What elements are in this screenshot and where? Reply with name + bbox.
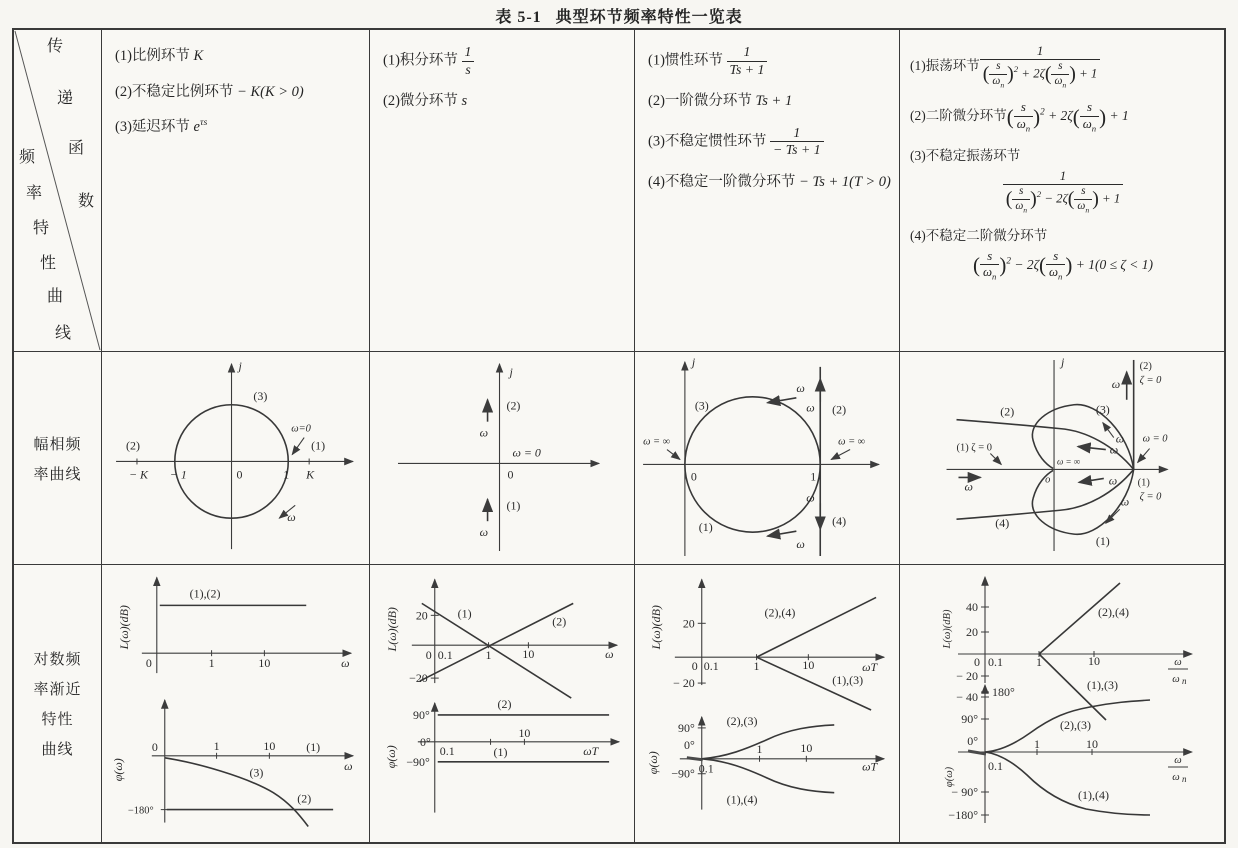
transfer-function-formula: 1 ( $\frac{s}{\omega_n}$ ) $^2$ − 2ζ ( $\frac{s}{\omega_n}$ ) + 1 (910, 169, 1216, 214)
label-omega: ω (1120, 494, 1130, 509)
tick: 20 (966, 625, 978, 639)
row-label-bode: 对数频 率渐近 特性 曲线 (14, 565, 102, 842)
label-omega: ω (796, 380, 805, 395)
tick: 1 (756, 741, 763, 756)
tf-cell-inertia (635, 30, 900, 352)
x-axis-label-num: ω (1174, 657, 1182, 668)
transfer-function-label: (2)一阶微分环节 (648, 93, 756, 110)
corner-char: 数 (78, 193, 95, 210)
phase-axis-label: φ(ω) (645, 751, 660, 775)
curve-label: (2),(4) (1098, 605, 1129, 619)
tick: 0.1 (988, 759, 1003, 773)
tick: 0 (425, 648, 432, 663)
tick: 0° (420, 734, 431, 749)
tick: 0° (684, 737, 695, 752)
transfer-function-label: (3)延迟环节 (115, 119, 194, 136)
transfer-function-item (910, 145, 1216, 214)
nyquist-plot-proportional (102, 352, 369, 564)
curve-label: (2) (297, 791, 312, 806)
tick: 10 (802, 658, 815, 673)
x-axis-label: ωT (583, 743, 599, 758)
label-omega: ω (287, 510, 296, 525)
label-omega-0: ω=0 (291, 423, 311, 435)
nyquist-integral-cell (370, 352, 635, 565)
curve-label-4: (4) (995, 516, 1010, 531)
tick: −90° (406, 754, 430, 769)
tick: −180° (948, 808, 978, 822)
curve-label: (1) (306, 739, 321, 754)
transfer-function-item (383, 44, 626, 78)
magnitude-curve-2 (420, 603, 573, 681)
curve-label-3: (3) (694, 398, 709, 413)
tick: 10 (263, 738, 276, 753)
tick: 10 (518, 725, 531, 740)
tick: 0 (691, 659, 698, 674)
curve-label-1: (1) (1095, 534, 1110, 549)
tick: 1 (213, 738, 220, 753)
tick-1: 1 (810, 469, 817, 484)
bode-oscillation-cell (900, 565, 1224, 842)
magnitude-axis-label: L(ω)(dB) (942, 609, 953, 649)
transfer-function-item (648, 89, 891, 114)
curve-label-2: (2) (126, 438, 140, 453)
transfer-function-formula: ( $\frac{s}{\omega_n}$ ) $^2$ + 2ζ ( $\frac{s}{\omega_n}$ ) + 1 (1006, 100, 1129, 134)
label-j: j (238, 358, 242, 373)
label-omega: ω (479, 425, 489, 440)
bode-inertia-cell (635, 565, 900, 842)
omega0-arrow (292, 438, 304, 455)
transfer-function-formula: $\frac{1}{Ts + 1}$ (727, 52, 768, 68)
curve-label-1: (1) (506, 498, 521, 513)
label-origin: o (1045, 474, 1051, 486)
label-omega: ω (1115, 431, 1125, 446)
bode-proportional-cell (102, 565, 370, 842)
label-omega: ω (1111, 376, 1121, 391)
label-zeta-0: ζ = 0 (1139, 374, 1162, 386)
transfer-function-item (910, 44, 1216, 89)
tick: 10 (258, 656, 271, 671)
x-axis-label: ω (344, 758, 353, 773)
tick: −20 (409, 671, 428, 686)
transfer-function-label: (2)不稳定比例环节 (115, 83, 238, 100)
transfer-function-item (383, 89, 626, 114)
curve-label: (3) (249, 765, 264, 780)
tick: 0 (145, 656, 152, 671)
phase-curve (165, 758, 308, 827)
tick: 1 (1036, 655, 1042, 669)
label-omega: ω (806, 490, 815, 505)
corner-char: 递 (57, 90, 74, 107)
transfer-function-item (910, 225, 1216, 282)
transfer-function-label: (3)不稳定惯性环节 (648, 133, 771, 150)
curve-label: (2),(3) (726, 713, 758, 728)
transfer-function-item (648, 170, 891, 195)
table-title-text: 典型环节频率特性一览表 (555, 9, 743, 26)
tick: 1 (1034, 737, 1040, 751)
curve-label-4: (4) (832, 514, 847, 529)
transfer-function-formula: − K(K > 0) (237, 83, 304, 100)
tick-negK: − K (129, 467, 149, 482)
curve-label-2: (2) (1000, 404, 1015, 419)
corner-header-cell (14, 30, 102, 352)
curve-label-2: (2) (1139, 360, 1152, 372)
summary-table (12, 28, 1226, 844)
tick: 0.1 (988, 655, 1003, 669)
nyquist-plot-inertia (635, 352, 899, 564)
phase-axis-label: φ(ω) (944, 766, 955, 788)
x-axis-label: ω (341, 656, 350, 671)
tick: 180° (992, 685, 1015, 699)
tf-cell-proportional (102, 30, 370, 352)
transfer-function-item (115, 80, 361, 105)
x-axis-label-num: ω (1174, 755, 1182, 766)
label-omega-inf: ω = ∞ (643, 436, 671, 448)
tick: 10 (1086, 737, 1098, 751)
corner-char: 传 (47, 38, 64, 55)
tick: 40 (966, 600, 978, 614)
curve-overlap-mark (687, 758, 703, 760)
curve-label: (1) (457, 606, 472, 621)
transfer-function-label: (1)振荡环节 (910, 57, 980, 73)
label-omega-0: ω = 0 (512, 445, 541, 460)
x-axis-label-sub: n (1182, 676, 1187, 686)
tick-1: 1 (283, 467, 290, 482)
tick: 0° (967, 734, 978, 748)
label-omega: ω (1109, 442, 1119, 457)
tick: 20 (415, 608, 428, 623)
tick: 90° (961, 712, 978, 726)
table-title (0, 4, 1238, 27)
curve-label: (1),(3) (832, 673, 864, 688)
transfer-function-formula: 1 ( $\frac{s}{\omega_n}$ ) $^2$ + 2ζ ( $\frac{s}{\omega_n}$ ) + 1 (980, 58, 1101, 73)
tick: 10 (522, 647, 535, 662)
bode-plot-integral (370, 565, 634, 842)
tick: 0 (974, 655, 980, 669)
tick: 90° (413, 707, 430, 722)
label-omega-0: ω = 0 (1142, 433, 1168, 445)
nyquist-oscillation-cell (900, 352, 1224, 565)
tick: 1 (485, 648, 492, 663)
transfer-function-formula: − Ts + 1(T > 0) (799, 173, 891, 190)
phase-curve-down (985, 752, 1150, 815)
curve-label-1: (1) (1137, 477, 1150, 489)
curve-label-1: (1) (311, 438, 326, 453)
x-axis-label: ωT (862, 660, 878, 675)
curve-label: (2),(4) (764, 605, 796, 620)
transfer-function-formula: $\frac{1}{- Ts + 1}$ (770, 133, 824, 149)
label-omega: ω (964, 479, 973, 494)
curve-label: (1),(4) (726, 792, 758, 807)
tick: − 90° (951, 785, 978, 799)
curve-label: (1) (493, 744, 508, 759)
x-axis-label-sub: n (1182, 774, 1187, 784)
label-omega-inf: ω = ∞ (1057, 456, 1081, 467)
label-j: j (691, 354, 696, 369)
nyquist-inertia-cell (635, 352, 900, 565)
tick: 10 (800, 740, 813, 755)
curve-label-3: (3) (253, 388, 268, 403)
curve-label-3: (3) (1095, 402, 1110, 417)
x-axis-label-den: ω (1172, 674, 1180, 685)
curve-label-2: (2) (832, 402, 847, 417)
tick: 0 (151, 739, 158, 754)
tick: 90° (678, 720, 695, 735)
transfer-function-item (648, 44, 891, 78)
x-axis-label: ω (605, 647, 614, 662)
corner-char: 线 (55, 325, 72, 342)
tick: 0.1 (703, 659, 719, 674)
table-number: 表 5-1 (495, 9, 542, 26)
tick-neg1: − 1 (169, 467, 187, 482)
corner-char: 函 (68, 140, 85, 157)
curve-label: (2) (497, 696, 512, 711)
bode-integral-cell (370, 565, 635, 842)
x-axis-label: ωT (862, 759, 878, 774)
label-zeta-0: ζ = 0 (1139, 491, 1162, 503)
tick: 0.1 (437, 648, 453, 663)
transfer-function-item (648, 125, 891, 159)
tf-cell-integral (370, 30, 635, 352)
tick-K: K (306, 467, 315, 482)
tick: 0.1 (698, 761, 714, 776)
label-j: j (509, 364, 513, 379)
curve-label-2: (2) (506, 398, 521, 413)
label-omega: ω (479, 525, 489, 540)
bode-plot-proportional (102, 565, 369, 842)
transfer-function-label: (3)不稳定振荡环节 (910, 147, 1021, 163)
corner-char: 率 (26, 185, 43, 202)
transfer-function-formula: Ts + 1 (755, 93, 793, 110)
curve-label: (1),(2) (189, 586, 221, 601)
tick: − 20 (673, 676, 695, 691)
corner-char: 频 (19, 149, 36, 166)
bode-plot-inertia (635, 565, 899, 842)
transfer-function-label: (4)不稳定一阶微分环节 (648, 173, 800, 190)
tick: 1 (208, 656, 215, 671)
transfer-function-formula: K (193, 48, 204, 64)
tick-0: 0 (507, 467, 514, 482)
nyquist-plot-integral (370, 352, 634, 564)
phase-curve-down (702, 759, 834, 793)
tick: 20 (682, 616, 695, 631)
corner-char: 特 (33, 220, 50, 237)
transfer-function-label: (2)二阶微分环节 (910, 108, 1007, 124)
transfer-function-item (115, 115, 361, 140)
label-omega: ω (806, 400, 815, 415)
tick: − 20 (956, 669, 978, 683)
phase-curve-up (702, 725, 834, 759)
transfer-function-formula: $e^{\tau s}$ (193, 117, 208, 136)
magnitude-axis-label: L(ω)(dB) (384, 607, 399, 652)
transfer-function-formula: ( $\frac{s}{\omega_n}$ ) $^2$ − 2ζ ( $\frac{s}{\omega_n}$ ) + 1(0 ≤ ζ < 1) (973, 249, 1153, 282)
tick: 10 (1088, 654, 1100, 668)
curve-label: (1),(4) (1078, 788, 1109, 802)
tick-0: 0 (236, 467, 243, 482)
label-omega: ω (1108, 473, 1118, 488)
nyquist-plot-oscillation (900, 352, 1224, 564)
magnitude-axis-label: L(ω)(dB) (116, 605, 131, 650)
transfer-function-label: (1)惯性环节 (648, 52, 727, 69)
tick: −90° (671, 766, 695, 781)
row-label-nyquist: 幅相频 率曲线 (14, 352, 102, 565)
nyquist-proportional-cell (102, 352, 370, 565)
corner-char: 性 (40, 255, 57, 272)
curve-label-1: (1) (698, 520, 713, 535)
tick: −180° (127, 805, 154, 817)
transfer-function-label: (1)积分环节 (383, 52, 462, 69)
tick: 1 (753, 659, 760, 674)
transfer-function-item (910, 100, 1216, 133)
curve-label: (2),(3) (1060, 718, 1091, 732)
phase-axis-label: φ(ω) (110, 758, 125, 782)
tick: 0.1 (439, 743, 455, 758)
corner-char: 曲 (47, 288, 64, 305)
transfer-function-label: (2)微分环节 (383, 93, 462, 110)
tick: − 40 (956, 690, 978, 704)
label-omega-inf: ω = ∞ (838, 436, 866, 448)
magnitude-axis-label: L(ω)(dB) (648, 605, 663, 650)
transfer-function-formula: s (461, 93, 468, 110)
transfer-function-formula: $\frac{1}{s}$ (462, 52, 475, 68)
x-axis-label-den: ω (1172, 772, 1180, 783)
transfer-function-label: (4)不稳定二阶微分环节 (910, 228, 1048, 244)
label-1-zeta0: (1) ζ = 0 (956, 442, 992, 454)
phase-axis-label: φ(ω) (383, 745, 398, 769)
transfer-function-label: (1)比例环节 (115, 48, 194, 64)
curve-label: (2) (552, 614, 567, 629)
bottom-direction-arrow (767, 531, 796, 536)
label-omega: ω (796, 537, 805, 552)
transfer-function-item (115, 44, 361, 69)
bode-plot-oscillation (900, 565, 1224, 842)
curve-label: (1),(3) (1087, 678, 1118, 692)
label-j: j (1061, 354, 1065, 369)
tf-cell-oscillation (900, 30, 1224, 352)
tick-0: 0 (690, 469, 697, 484)
